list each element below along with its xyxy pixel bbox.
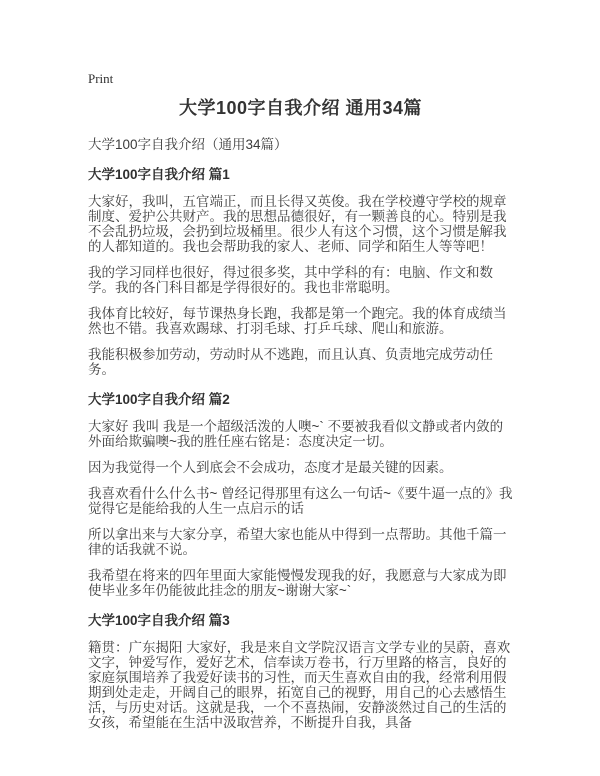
section-2-paragraph: 因为我觉得一个人到底会不会成功，态度才是最关键的因素。	[88, 460, 453, 475]
section-2-paragraph: 我喜欢看什么什么书~ 曾经记得那里有这么一句话~《要牛逼一点的》我觉得它是能给我的人生一点启示的话	[88, 486, 513, 516]
page-title: 大学100字自我介绍 通用34篇	[178, 98, 423, 118]
document-subtitle: 大学100字自我介绍（通用34篇）	[88, 137, 288, 152]
section-1-paragraph: 我的学习同样也很好，得过很多奖，其中学科的有：电脑、作文和数学。我的各门科目都是学得很好的。我也非常聪明。	[88, 265, 493, 295]
section-2-paragraph: 我希望在将来的四年里面大家能慢慢发现我的好，我愿意与大家成为即使毕业多年仍能彼此挂念的朋友~谢谢大家~`	[88, 568, 507, 598]
document-body	[88, 166, 514, 730]
section-2-paragraph: 所以拿出来与大家分享，希望大家也能从中得到一点帮助。其他千篇一律的话我就不说。	[88, 527, 507, 557]
section-1-paragraph: 大家好，我叫，五官端正，而且长得又英俊。我在学校遵守学校的规章制度、爱护公共财产。我的思想品德很好，有一颗善良的心。特别是我不会乱扔垃圾，会扔到垃圾桶里。很少人有这个习惯，这个习惯是解我的人都知道的。我也会帮助我的家人、老师、同学和陌生人等等吧！	[88, 194, 507, 254]
section-3-heading: 大学100字自我介绍 篇3	[88, 613, 230, 628]
print-button[interactable]: Print	[88, 71, 114, 86]
section-2-heading: 大学100字自我介绍 篇2	[88, 392, 230, 407]
section-1-paragraph: 我能积极参加劳动，劳动时从不逃跑，而且认真、负责地完成劳动任务。	[88, 347, 493, 377]
section-2-paragraph: 大家好 我叫 我是一个超级活泼的人噢~` 不要被我看似文静或者内敛的外面给欺骗噢~我的胜任座右铭是：态度决定一切。	[88, 419, 504, 449]
section-1-paragraph: 我体育比较好，每节课热身长跑，我都是第一个跑完。我的体育成绩当然也不错。我喜欢踢球、打羽毛球、打乒乓球、爬山和旅游。	[88, 306, 507, 336]
section-1-heading: 大学100字自我介绍 篇1	[88, 167, 230, 182]
section-3-paragraph: 籍贯：广东揭阳 大家好，我是来自文学院汉语言文学专业的吴蔚，喜欢文字，钟爱写作，爱好艺术，信奉读万卷书，行万里路的格言，良好的家庭氛围培养了我爱好读书的习性，而天生喜欢自由的我，经常利用假期到处走走，开阔自己的眼界，拓宽自己的视野，用自己的心去感悟生活，与历史对话。这就是我，一个不喜热闹，安静淡然过自己的生活的女孩，希望能在生活中汲取营养，不断提升自我，具备	[88, 640, 511, 730]
